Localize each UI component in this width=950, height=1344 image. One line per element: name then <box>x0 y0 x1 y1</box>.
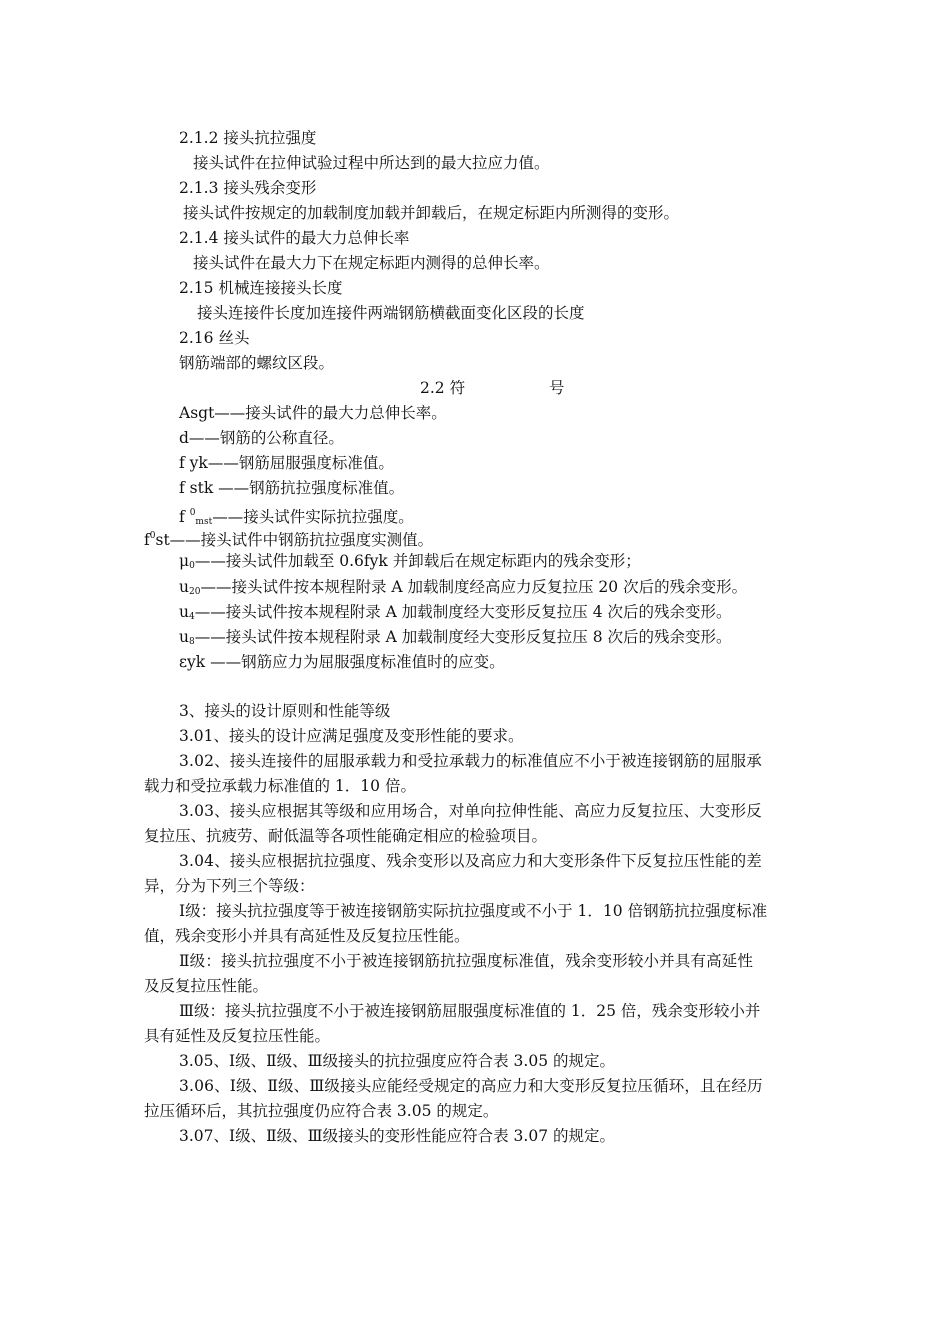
para-3-04-line2: 异，分为下列三个等级： <box>144 877 315 895</box>
para-3-02-line1: 3.02、接头连接件的屈服承载力和受拉承载力的标准值应不小于被连接钢筋的屈服承 <box>179 752 762 770</box>
para-3-06-line2: 拉压循环后，其抗拉强度仍应符合表 3.05 的规定。 <box>144 1102 499 1120</box>
symbol-fst-sup: 0 <box>149 531 156 541</box>
symbol-u4-sub: 4 <box>188 612 195 622</box>
grade-2-line2: 及反复拉压性能。 <box>144 977 269 995</box>
symbol-fmst-sup: 0 <box>189 508 196 518</box>
symbol-fmst-text: ——接头试件实际抗拉强度。 <box>212 508 414 526</box>
heading-2-1-2: 2.1.2 接头抗拉强度 <box>179 129 317 147</box>
symbol-fmst-sub: mst <box>195 517 213 527</box>
para-3-05: 3.05、Ⅰ级、Ⅱ级、Ⅲ级接头的抗拉强度应符合表 3.05 的规定。 <box>179 1052 615 1070</box>
symbol-u8 <box>179 627 731 652</box>
para-3-06-line1: 3.06、Ⅰ级、Ⅱ级、Ⅲ级接头应能经受规定的高应力和大变形反复拉压循环，且在经历 <box>179 1077 763 1095</box>
para-3-07: 3.07、Ⅰ级、Ⅱ级、Ⅲ级接头的变形性能应符合表 3.07 的规定。 <box>179 1127 615 1145</box>
symbol-fst-f: f <box>144 531 150 549</box>
symbol-eyk: εyk ——钢筋应力为屈服强度标准值时的应变。 <box>179 653 505 671</box>
symbol-u8-text: ——接头试件按本规程附录 A 加载制度经大变形反复拉压 8 次后的残余变形。 <box>194 628 732 646</box>
definition-2-16: 钢筋端部的螺纹区段。 <box>179 354 335 372</box>
section-2-2-title-left: 2.2 符 <box>420 379 466 397</box>
symbol-u4 <box>179 602 731 627</box>
symbol-u20-sym: u <box>179 578 189 596</box>
symbol-u4-sym: u <box>179 603 189 621</box>
symbol-u20-sub: 20 <box>188 587 201 597</box>
para-3-04-line1: 3.04、接头应根据抗拉强度、残余变形以及高应力和大变形条件下反复拉压性能的差 <box>179 852 762 870</box>
heading-2-16: 2.16 丝头 <box>179 329 250 347</box>
para-3-03-line2: 复拉压、抗疲劳、耐低温等各项性能确定相应的检验项目。 <box>144 827 548 845</box>
grade-3-line2: 具有延性及反复拉压性能。 <box>144 1027 331 1045</box>
symbol-u20 <box>179 577 747 602</box>
definition-2-1-4: 接头试件在最大力下在规定标距内测得的总伸长率。 <box>193 254 550 272</box>
para-3-03-line1: 3.03、接头应根据其等级和应用场合，对单向拉伸性能、高应力反复拉压、大变形反 <box>179 802 762 820</box>
symbol-u4-text: ——接头试件按本规程附录 A 加载制度经大变形反复拉压 4 次后的残余变形。 <box>194 603 732 621</box>
symbol-mu0-sym: μ <box>179 552 190 570</box>
symbol-fmst-f: f <box>179 508 185 526</box>
para-3-01: 3.01、接头的设计应满足强度及变形性能的要求。 <box>179 727 524 745</box>
section-3-heading: 3、接头的设计原则和性能等级 <box>179 702 391 720</box>
grade-1-line2: 值，残余变形小并具有高延性及反复拉压性能。 <box>144 927 470 945</box>
symbol-fyk: f yk——钢筋屈服强度标准值。 <box>179 454 394 472</box>
symbol-mu0-text: ——接头试件加载至 0.6fyk 并卸载后在规定标距内的残余变形； <box>194 552 641 570</box>
symbol-d: d——钢筋的公称直径。 <box>179 429 344 447</box>
symbol-u8-sub: 8 <box>188 637 195 647</box>
symbol-fst <box>144 526 433 550</box>
symbol-asgt: Asgt——接头试件的最大力总伸长率。 <box>179 404 447 422</box>
symbol-fst-text: st——接头试件中钢筋抗拉强度实测值。 <box>155 531 434 549</box>
heading-2-1-3: 2.1.3 接头残余变形 <box>179 179 317 197</box>
heading-2-1-4: 2.1.4 接头试件的最大力总伸长率 <box>179 229 410 247</box>
definition-2-1-2: 接头试件在拉伸试验过程中所达到的最大拉应力值。 <box>193 154 550 172</box>
section-2-2-title-right: 号 <box>549 379 565 397</box>
definition-2-1-3: 接头试件按规定的加载制度加载并卸载后，在规定标距内所测得的变形。 <box>183 204 680 222</box>
definition-2-15: 接头连接件长度加连接件两端钢筋横截面变化区段的长度 <box>197 304 585 322</box>
para-3-02-line2: 载力和受拉承载力标准值的 1．10 倍。 <box>144 777 416 795</box>
symbol-u8-sym: u <box>179 628 189 646</box>
symbol-mu0 <box>179 551 641 576</box>
grade-3-line1: Ⅲ级：接头抗拉强度不小于被连接钢筋屈服强度标准值的 1．25 倍，残余变形较小并 <box>179 1002 761 1020</box>
heading-2-15: 2.15 机械连接接头长度 <box>179 279 343 297</box>
symbol-mu0-sub: 0 <box>189 561 195 571</box>
symbol-fstk: f stk ——钢筋抗拉强度标准值。 <box>179 479 405 497</box>
grade-1-line1: Ⅰ级：接头抗拉强度等于被连接钢筋实际抗拉强度或不小于 1．10 倍钢筋抗拉强度标准 <box>179 902 768 920</box>
symbol-u20-text: ——接头试件按本规程附录 A 加载制度经高应力反复拉压 20 次后的残余变形。 <box>200 578 748 596</box>
grade-2-line1: Ⅱ级：接头抗拉强度不小于被连接钢筋抗拉强度标准值，残余变形较小并具有高延性 <box>179 952 754 970</box>
